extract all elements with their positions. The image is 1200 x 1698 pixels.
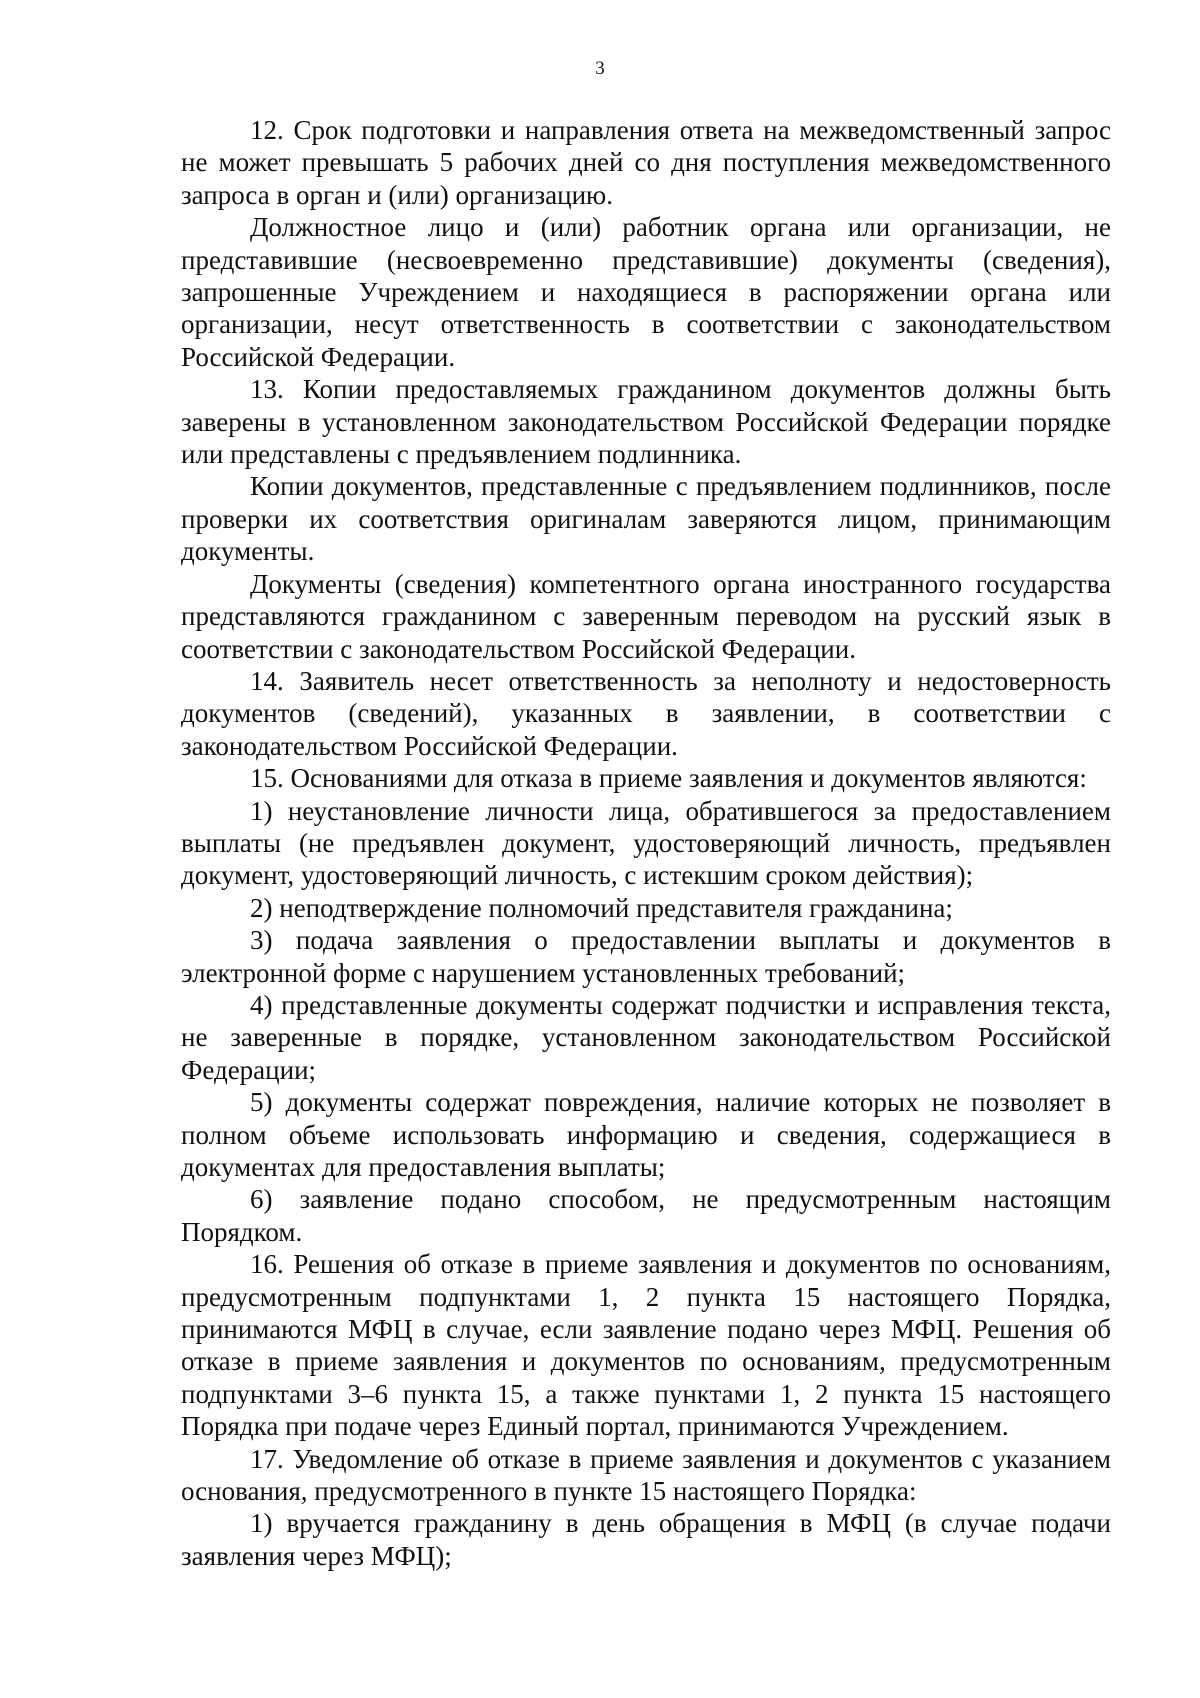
- list-item-15-6: 6) заявление подано способом, не предусмотренным настоящим Порядком.: [181, 1184, 1111, 1247]
- paragraph-13: 13. Копии предоставляемых гражданином документов должны быть заверены в установленном законодательством Российской Федерации порядке или представлены с предъявлением подлинника.: [181, 374, 1111, 470]
- paragraph-16: 16. Решения об отказе в приеме заявления и документов по основаниям, предусмотренным подпунктами 1, 2 пункта 15 настоящего Порядка, принимаются МФЦ в случае, если заявление подано через МФЦ. Решения об отказе в приеме заявления и документов по основаниям, предусмотренным подпунктами 3–6 пункта 15, а также пунктами 1, 2 пункта 15 настоящего Порядка при подаче через Единый портал, принимаются Учреждением.: [181, 1249, 1111, 1442]
- paragraph-13-copies: Копии документов, представленные с предъявлением подлинников, после проверки их соответствия оригиналам заверяются лицом, принимающим документы.: [181, 471, 1111, 567]
- list-item-15-1: 1) неустановление личности лица, обратившегося за предоставлением выплаты (не предъявлен документ, удостоверяющий личность, предъявлен документ, удостоверяющий личность, с истекшим сроком действия);: [181, 795, 1111, 891]
- paragraph-13-foreign-documents: Документы (сведения) компетентного органа иностранного государства представляются гражданином с заверенным переводом на русский язык в соответствии с законодательством Российской Федерации.: [181, 568, 1111, 664]
- list-item-15-5: 5) документы содержат повреждения, наличие которых не позволяет в полном объеме использовать информацию и сведения, содержащиеся в документах для предоставления выплаты;: [181, 1087, 1111, 1182]
- paragraph-12: 12. Срок подготовки и направления ответа на межведомственный запрос не может превышать 5 рабочих дней со дня поступления межведомственного запроса в орган и (или) организацию.: [181, 115, 1111, 210]
- paragraph-17: 17. Уведомление об отказе в приеме заявления и документов с указанием основания, предусмотренного в пункте 15 настоящего Порядка:: [181, 1443, 1111, 1507]
- list-item-17-1: 1) вручается гражданину в день обращения в МФЦ (в случае подачи заявления через МФЦ);: [181, 1508, 1111, 1571]
- page-number: 3: [595, 58, 605, 79]
- paragraph-14: 14. Заявитель несет ответственность за неполноту и недостоверность документов (сведений), указанных в заявлении, в соответствии с законодательством Российской Федерации.: [181, 665, 1111, 761]
- list-item-15-3: 3) подача заявления о предоставлении выплаты и документов в электронной форме с нарушением установленных требований;: [181, 925, 1111, 988]
- paragraph-12-officials: Должностное лицо и (или) работник органа или организации, не представившие (несвоевременно представившие) документы (сведения), запрошенные Учреждением и находящиеся в распоряжении органа или организации, несут ответственность в соответствии с законодательством Российской Федерации.: [181, 212, 1111, 372]
- paragraph-15: 15. Основаниями для отказа в приеме заявления и документов являются:: [250, 763, 1087, 794]
- document-body: [181, 114, 1111, 1572]
- list-item-15-2: 2) неподтверждение полномочий представителя гражданина;: [250, 892, 953, 923]
- list-item-15-4: 4) представленные документы содержат подчистки и исправления текста, не заверенные в порядке, установленном законодательством Российской Федерации;: [181, 989, 1111, 1085]
